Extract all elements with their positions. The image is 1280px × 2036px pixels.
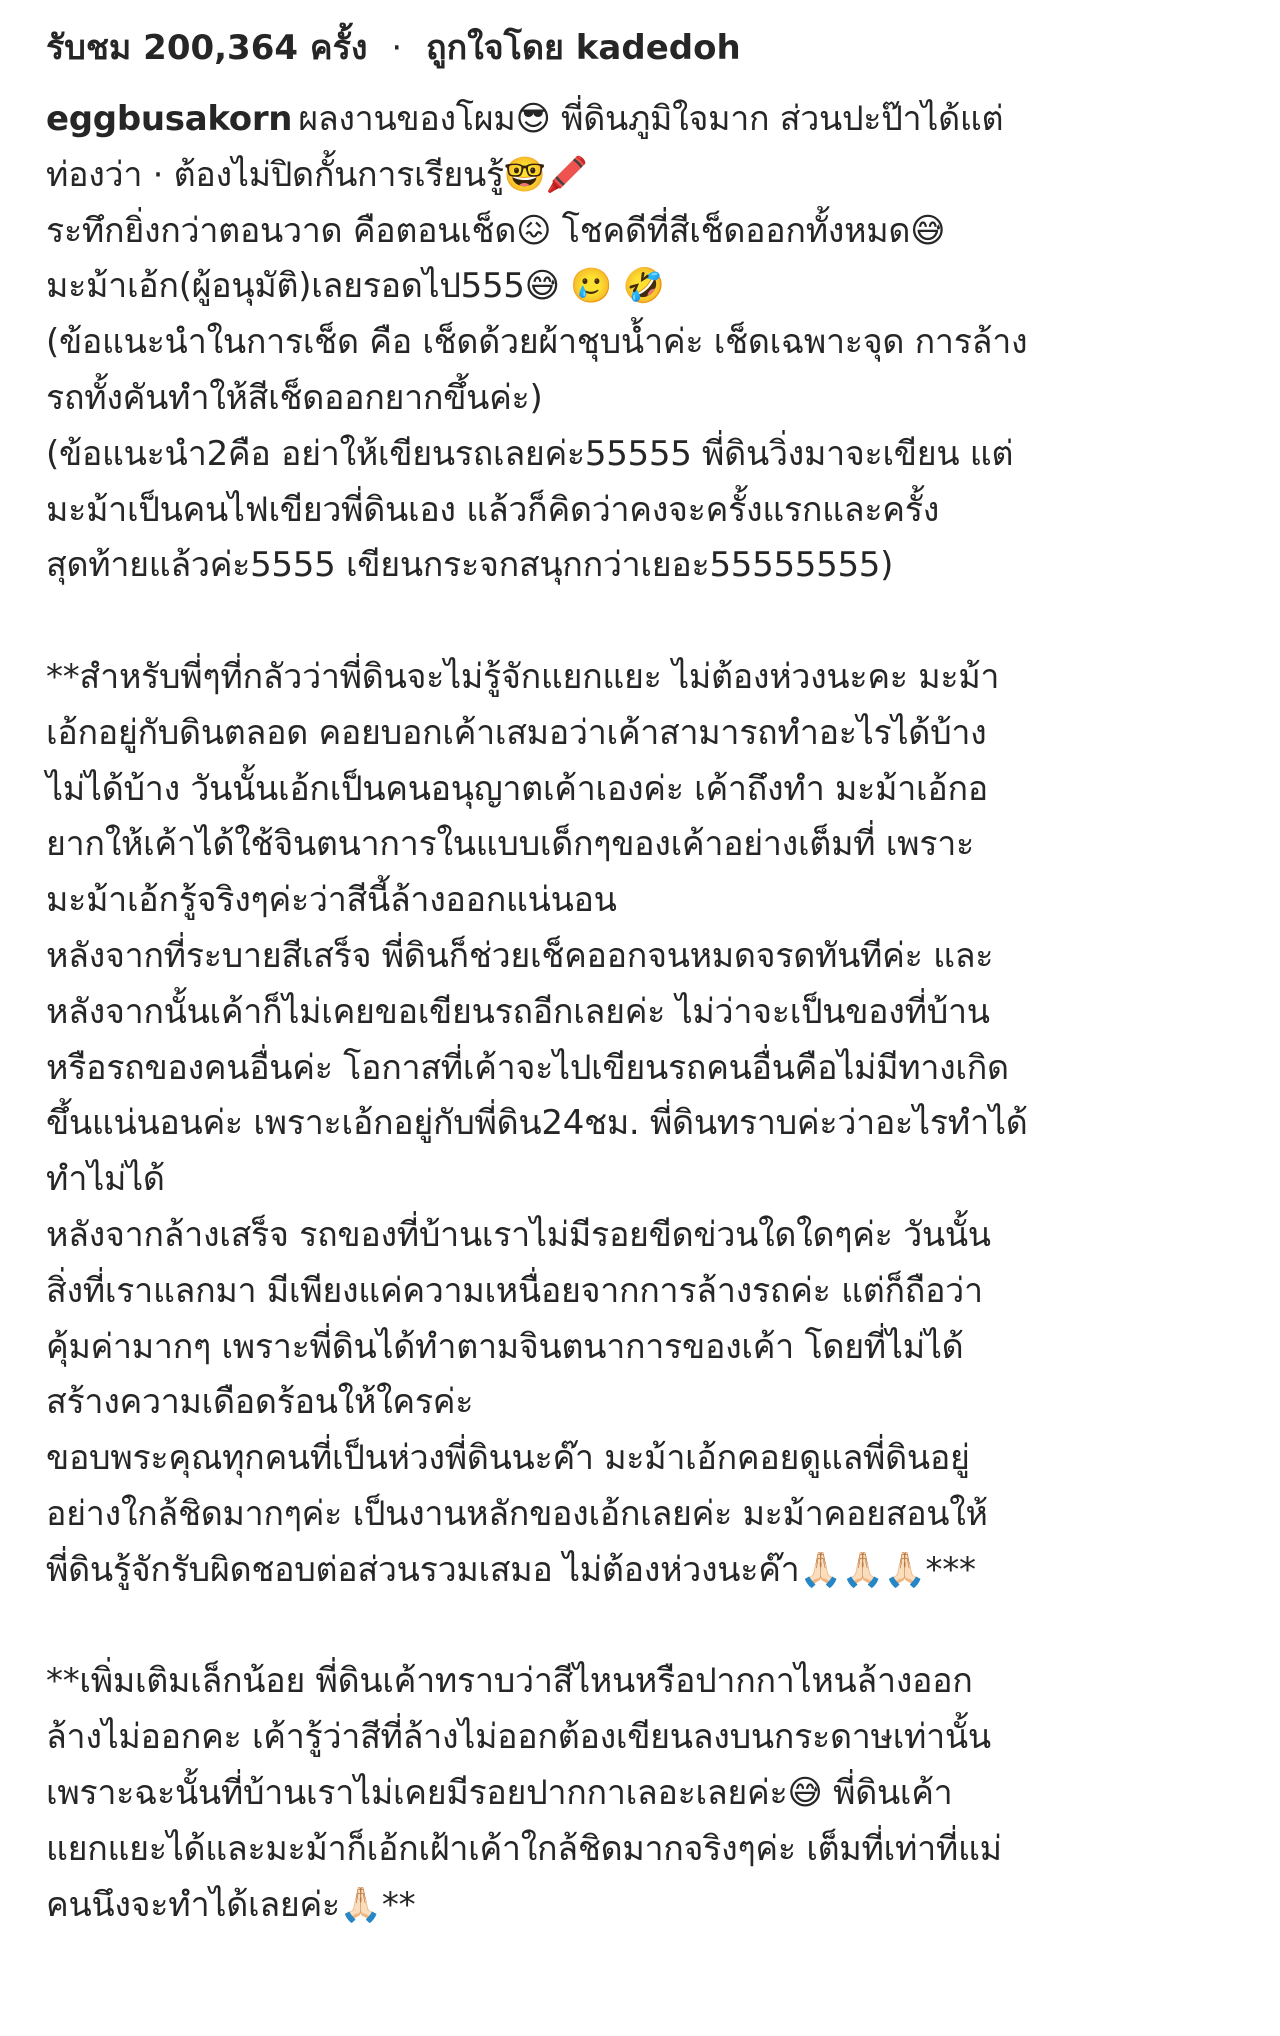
caption-line: (ข้อแนะนำในการเช็ด คือ เช็ดด้วยผ้าชุบน้ำค่ะ เช็ดเฉพาะจุด การล้าง	[46, 322, 1028, 363]
caption-line: ล้างไม่ออกคะ เค้ารู้ว่าสีที่ล้างไม่ออกต้องเขียนลงบนกระดาษเท่านั้น	[46, 1717, 991, 1758]
caption-line: หลังจากนั้นเค้าก็ไม่เคยขอเขียนรถอีกเลยค่ะ ไม่ว่าจะเป็นของที่บ้าน	[46, 991, 990, 1032]
caption-line: สร้างความเดือดร้อนให้ใครค่ะ	[46, 1382, 474, 1423]
liked-by-label: ถูกใจโดย	[425, 28, 564, 68]
instagram-post	[46, 18, 1236, 1933]
view-count: รับชม 200,364 ครั้ง	[46, 28, 368, 68]
caption-line: รถทั้งคันทำให้สีเช็ดออกยากขึ้นค่ะ)	[46, 377, 543, 418]
caption-line: **สำหรับพี่ๆที่กลัวว่าพี่ดินจะไม่รู้จักแยกแยะ ไม่ต้องห่วงนะคะ มะม้า	[46, 656, 1000, 697]
caption-line: (ข้อแนะนำ2คือ อย่าให้เขียนรถเลยค่ะ55555 พี่ดินวิ่งมาจะเขียน แต่	[46, 433, 1014, 474]
paragraph-spacer	[46, 594, 1236, 650]
separator-dot: ·	[391, 28, 403, 68]
caption-line: แยกแยะได้และมะม้าก็เอ้กเฝ้าเค้าใกล้ชิดมากจริงๆค่ะ เต็มที่เท่าที่แม่	[46, 1828, 1002, 1869]
caption-line: เอ้กอยู่กับดินตลอด คอยบอกเค้าเสมอว่าเค้าสามารถทำอะไรได้บ้าง	[46, 712, 987, 753]
caption-line: มะม้าเป็นคนไฟเขียวพี่ดินเอง แล้วก็คิดว่าคงจะครั้งแรกและครั้ง	[46, 489, 939, 530]
caption-line: ท่องว่า · ต้องไม่ปิดกั้นการเรียนรู้🤓🖍️	[46, 154, 588, 195]
caption-username[interactable]: eggbusakorn	[46, 99, 293, 139]
caption-line: **เพิ่มเติมเล็กน้อย พี่ดินเค้าทราบว่าสีไหนหรือปากกาไหนล้างออก	[46, 1661, 973, 1702]
caption-line: อย่างใกล้ชิดมากๆค่ะ เป็นงานหลักของเอ้กเลยค่ะ มะม้าคอยสอนให้	[46, 1493, 988, 1534]
post-caption	[46, 92, 1236, 1933]
caption-line: สุดท้ายแล้วค่ะ5555 เขียนกระจกสนุกกว่าเยอะ55555555)	[46, 545, 894, 586]
caption-line: หลังจากที่ระบายสีเสร็จ พี่ดินก็ช่วยเช็คออกจนหมดจรดทันทีค่ะ และ	[46, 935, 994, 976]
caption-text: ผลงานของโผม😎 พี่ดินภูมิใจมาก ส่วนปะป๊าได้แต่	[298, 99, 1004, 139]
caption-line: ทำไม่ได้	[46, 1159, 165, 1200]
caption-line: พี่ดินรู้จักรับผิดชอบต่อส่วนรวมเสมอ ไม่ต้องห่วงนะค๊า🙏🏻🙏🏻🙏🏻***	[46, 1549, 976, 1590]
caption-line: คุ้มค่ามากๆ เพราะพี่ดินได้ทำตามจินตนาการของเค้า โดยที่ไม่ได้	[46, 1326, 964, 1367]
post-stats-row	[46, 18, 1236, 78]
liked-by-username[interactable]: kadedoh	[575, 28, 741, 68]
caption-line: หลังจากล้างเสร็จ รถของที่บ้านเราไม่มีรอยขีดข่วนใดใดๆค่ะ วันนั้น	[46, 1214, 991, 1255]
caption-line: มะม้าเอ้ก(ผู้อนุมัติ)เลยรอดไป555😅 🥲 🤣	[46, 266, 665, 307]
caption-line: เพราะฉะนั้นที่บ้านเราไม่เคยมีรอยปากกาเลอะเลยค่ะ😅 พี่ดินเค้า	[46, 1772, 953, 1813]
caption-line: ไม่ได้บ้าง วันนั้นเอ้กเป็นคนอนุญาตเค้าเองค่ะ เค้าถึงทำ มะม้าเอ้กอ	[46, 768, 988, 809]
caption-line: ขึ้นแน่นอนค่ะ เพราะเอ้กอยู่กับพี่ดิน24ชม. พี่ดินทราบค่ะว่าอะไรทำได้	[46, 1103, 1028, 1144]
caption-line	[46, 92, 1236, 148]
paragraph-spacer	[46, 1599, 1236, 1655]
caption-line: มะม้าเอ้กรู้จริงๆค่ะว่าสีนี้ล้างออกแน่นอน	[46, 880, 617, 921]
caption-line: คนนึงจะทำได้เลยค่ะ🙏🏻**	[46, 1884, 416, 1925]
caption-line: ขอบพระคุณทุกคนที่เป็นห่วงพี่ดินนะค๊า มะม้าเอ้กคอยดูแลพี่ดินอยู่	[46, 1438, 970, 1479]
caption-line: สิ่งที่เราแลกมา มีเพียงแค่ความเหนื่อยจากการล้างรถค่ะ แต่ก็ถือว่า	[46, 1270, 983, 1311]
caption-line: ระทึกยิ่งกว่าตอนวาด คือตอนเช็ด😖 โชคดีที่สีเช็ดออกทั้งหมด😅	[46, 210, 946, 251]
caption-line: ยากให้เค้าได้ใช้จินตนาการในแบบเด็กๆของเค้าอย่างเต็มที่ เพราะ	[46, 824, 974, 865]
caption-line: หรือรถของคนอื่นค่ะ โอกาสที่เค้าจะไปเขียนรถคนอื่นคือไม่มีทางเกิด	[46, 1047, 1009, 1088]
